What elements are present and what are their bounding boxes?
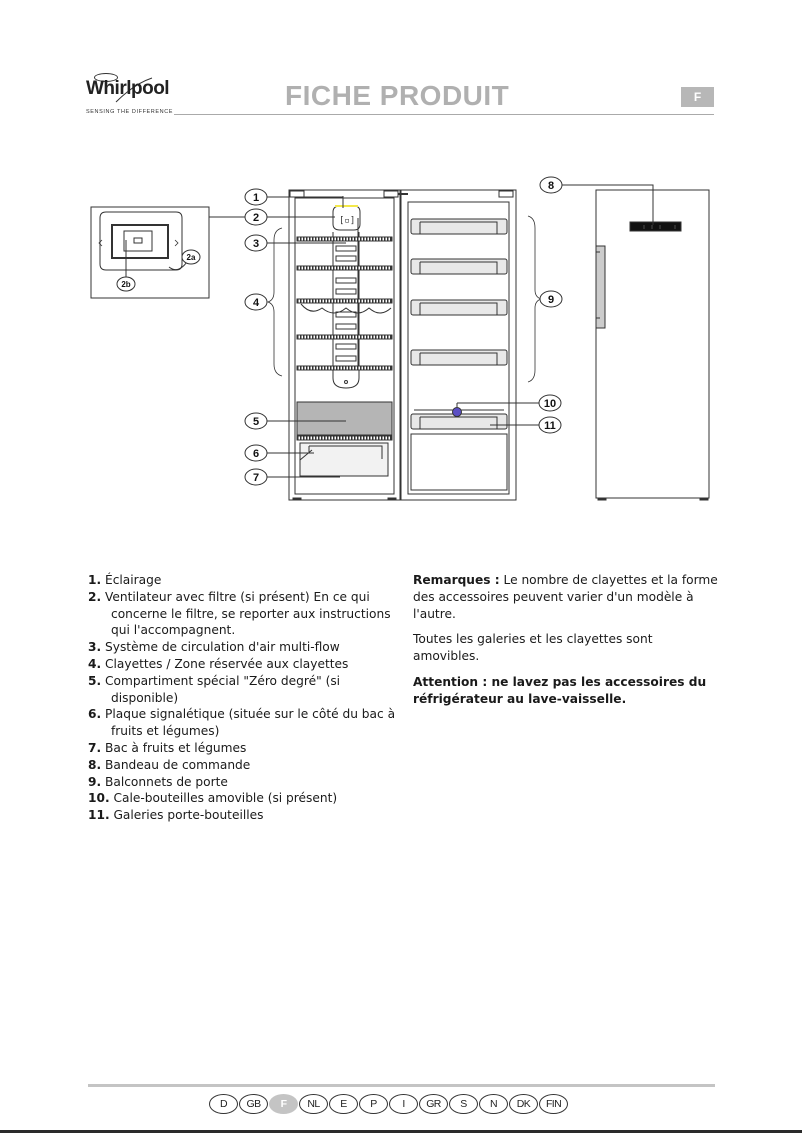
language-gr[interactable]: GR bbox=[419, 1094, 448, 1114]
callout-2a bbox=[182, 250, 200, 264]
svg-text:5: 5 bbox=[252, 416, 260, 428]
list-item: 8. Bandeau de commande bbox=[88, 757, 251, 772]
dishwasher-warning: Attention : ne lavez pas les accessoires du réfrigérateur au lave-vaisselle. bbox=[413, 674, 707, 706]
language-e[interactable]: E bbox=[329, 1094, 358, 1114]
fridge-diagram bbox=[0, 160, 802, 520]
language-n[interactable]: N bbox=[479, 1094, 508, 1114]
brand-tagline: SENSING THE DIFFERENCE bbox=[86, 109, 174, 115]
fan-filter-inset bbox=[91, 207, 245, 298]
language-gb[interactable]: GB bbox=[239, 1094, 268, 1114]
list-item: 5. Compartiment spécial "Zéro degré" (si disponible) bbox=[88, 673, 341, 705]
svg-text:7: 7 bbox=[252, 472, 260, 484]
removable-note: Toutes les galeries et les clayettes sont amovibles. bbox=[413, 632, 653, 664]
callout-11 bbox=[539, 417, 561, 433]
footer-divider bbox=[88, 1084, 715, 1087]
svg-text:9: 9 bbox=[547, 294, 555, 306]
svg-text:2a: 2a bbox=[186, 253, 196, 262]
language-d[interactable]: D bbox=[209, 1094, 238, 1114]
language-nl[interactable]: NL bbox=[299, 1094, 328, 1114]
list-item: 10. Cale-bouteilles amovible (si présent) bbox=[88, 791, 338, 806]
svg-text:1: 1 bbox=[252, 192, 260, 204]
brand-name: Whirlpool bbox=[86, 78, 170, 99]
callout-10 bbox=[539, 395, 561, 411]
callout-8 bbox=[540, 177, 562, 193]
svg-text:[▫]: [▫] bbox=[339, 216, 356, 226]
language-f[interactable]: F bbox=[269, 1094, 298, 1114]
callout-9 bbox=[540, 291, 562, 307]
list-item: 7. Bac à fruits et légumes bbox=[88, 740, 247, 755]
callout-2b bbox=[117, 277, 135, 291]
whirlpool-logo bbox=[86, 74, 176, 124]
svg-text:2: 2 bbox=[252, 212, 260, 224]
list-item: 3. Système de circulation d'air multi-flow bbox=[88, 640, 340, 655]
list-item: 9. Balconnets de porte bbox=[88, 774, 228, 789]
list-item: 2. Ventilateur avec filtre (si présent) En ce qui concerne le filtre, se reporter aux instructions qui l'accompagnent. bbox=[88, 589, 391, 638]
callout-5 bbox=[245, 413, 267, 429]
svg-text:2b: 2b bbox=[121, 280, 131, 289]
list-item: 11. Galeries porte-bouteilles bbox=[88, 808, 264, 823]
language-fin[interactable]: FIN bbox=[539, 1094, 568, 1114]
language-p[interactable]: P bbox=[359, 1094, 388, 1114]
remarks-section bbox=[413, 572, 718, 717]
callout-3 bbox=[245, 235, 267, 251]
parts-list bbox=[88, 572, 398, 824]
list-item: 4. Clayettes / Zone réservée aux clayettes bbox=[88, 656, 349, 671]
language-dk[interactable]: DK bbox=[509, 1094, 538, 1114]
callout-1 bbox=[245, 189, 267, 205]
svg-text:4: 4 bbox=[252, 297, 260, 309]
callout-6 bbox=[245, 445, 267, 461]
remarks-paragraph: Remarques : Le nombre de clayettes et la forme des accessoires peuvent varier d'un modèle à l'autre. bbox=[413, 573, 718, 621]
header-divider bbox=[174, 114, 714, 115]
language-selector bbox=[209, 1094, 568, 1114]
list-item: 1. Éclairage bbox=[88, 573, 162, 587]
list-item: 6. Plaque signalétique (située sur le côté du bac à fruits et légumes) bbox=[88, 707, 396, 739]
fridge-front bbox=[562, 185, 709, 500]
callout-4 bbox=[245, 294, 267, 310]
svg-text:3: 3 bbox=[252, 238, 260, 250]
fridge-door bbox=[398, 190, 540, 500]
svg-text:8: 8 bbox=[547, 180, 555, 192]
language-i[interactable]: I bbox=[389, 1094, 418, 1114]
svg-text:6: 6 bbox=[252, 448, 260, 460]
language-badge: F bbox=[681, 87, 714, 107]
svg-text:11: 11 bbox=[544, 420, 556, 432]
svg-text:10: 10 bbox=[543, 398, 557, 410]
language-s[interactable]: S bbox=[449, 1094, 478, 1114]
page-title: FICHE PRODUIT bbox=[285, 80, 510, 111]
callout-7 bbox=[245, 469, 267, 485]
callout-2 bbox=[245, 209, 267, 225]
